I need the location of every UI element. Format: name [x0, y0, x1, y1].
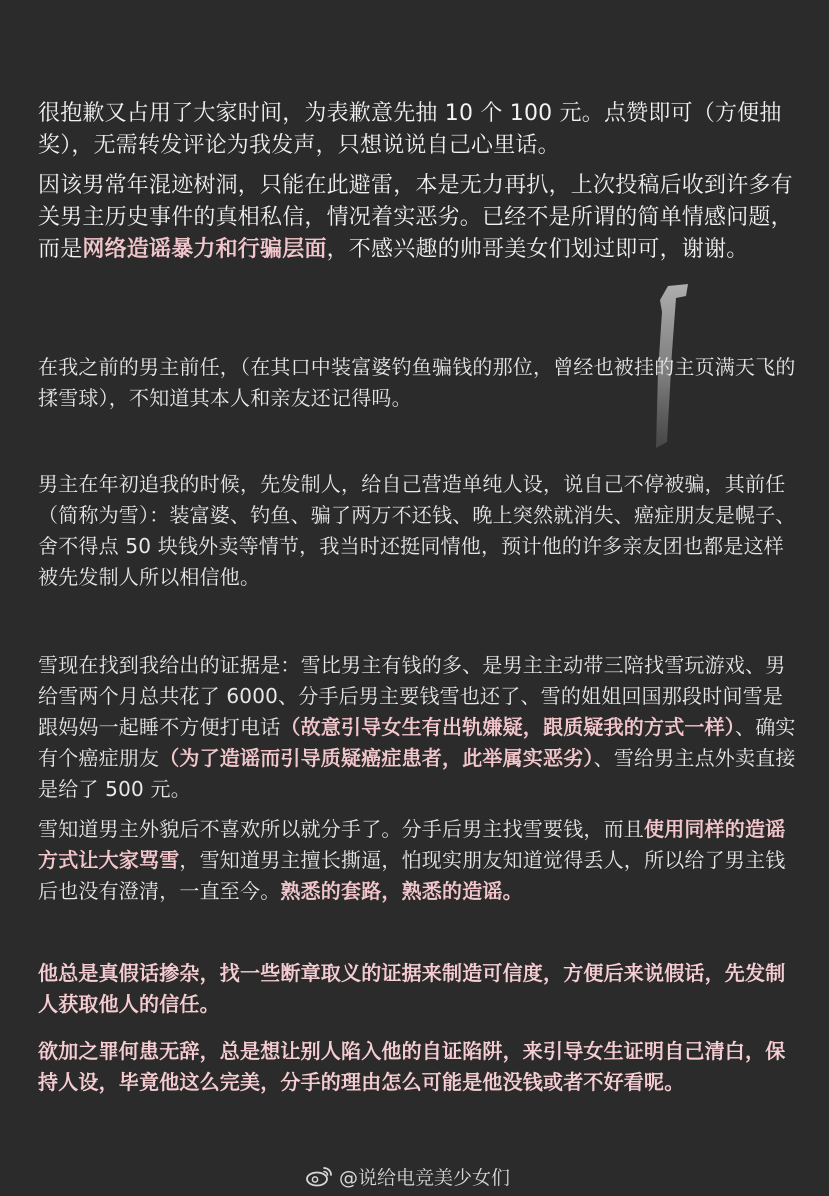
paragraph-background-text: 男主在年初追我的时候，先发制人，给自己营造单纯人设，说自己不停被骗，其前任（简称为雪）：装富婆、钓鱼、骗了两万不还钱、晚上突然就消失、癌症朋友是幌子、舍不得点 50 块钱外卖等情节，我当时还挺同情他，预计他的许多亲友团也都是这样被先发制人所以相信他。	[38, 472, 796, 589]
paragraph-apology-text: 很抱歉又占用了大家时间，为表歉意先抽 10 个 100 元。点赞即可（方便抽奖），无需转发评论为我发声，只想说说自己心里话。	[38, 101, 782, 158]
paragraph-ex-mention-text: 在我之前的男主前任，（在其口中装富婆钓鱼骗钱的那位，曾经也被挂的主页满天飞的揉雪球），不知道其本人和亲友还记得吗。	[38, 355, 796, 410]
paragraph-evidence-highlight-2: （为了造谣而引导质疑癌症患者，此举属实恶劣）	[159, 746, 594, 770]
paragraph-breakup-highlight-1: 使用同样的造谣方式让大家骂雪	[38, 817, 786, 872]
paragraph-evidence-text-e: 、雪给男主点外卖直接是给了 500 元。	[38, 746, 796, 801]
paragraph-ex-mention	[38, 352, 798, 414]
paragraph-breakup-highlight-2: 熟悉的套路，熟悉的造谣。	[280, 879, 523, 903]
paragraph-conclusion	[38, 1036, 798, 1098]
paragraph-breakup-text-a: 雪知道男主外貌后不喜欢所以就分手了。分手后男主找雪要钱，而且	[38, 817, 644, 841]
paragraph-reason-highlight: 网络造谣暴力和行骗层面	[82, 237, 327, 262]
paragraph-evidence	[38, 650, 798, 805]
weibo-icon	[305, 1165, 333, 1187]
paragraph-evidence-text-c: 、确实有个癌症朋友	[38, 715, 796, 770]
watermark-text: @说给电竞美少女们	[339, 1166, 511, 1189]
paragraph-conclusion-text: 欲加之罪何患无辞，总是想让别人陷入他的自证陷阱，来引导女生证明自己清白，保持人设，毕竟他这么完美，分手的理由怎么可能是他没钱或者不好看呢。	[38, 1039, 786, 1094]
paragraph-background	[38, 469, 798, 593]
paragraph-pattern-text: 他总是真假话掺杂，找一些断章取义的证据来制造可信度，方便后来说假话，先发制人获取他人的信任。	[38, 961, 786, 1016]
paragraph-evidence-highlight-1: （故意引导女生有出轨嫌疑，跟质疑我的方式一样）	[280, 715, 736, 739]
paragraph-evidence-text-a: 雪现在找到我给出的证据是：雪比男主有钱的多、是男主主动带三陪找雪玩游戏、男给雪两个月总共花了 6000、分手后男主要钱雪也还了、雪的姐姐回国那段时间雪是跟妈妈一起睡不方便打电话	[38, 653, 786, 739]
paragraph-breakup-text-c: ，雪知道男主擅长撕逼，怕现实朋友知道觉得丢人，所以给了男主钱后也没有澄清，一直至今。	[38, 848, 786, 903]
paragraph-breakup	[38, 814, 798, 907]
paragraph-pattern	[38, 958, 798, 1020]
paragraph-apology	[38, 98, 798, 162]
paragraph-reason-text-c: ，不感兴趣的帅哥美女们划过即可，谢谢。	[326, 237, 749, 262]
watermark	[305, 1163, 510, 1189]
paragraph-reason	[38, 170, 798, 266]
paragraph-reason-text-a: 因该男常年混迹树洞，只能在此避雷，本是无力再扒，上次投稿后收到许多有关男主历史事件的真相私信，情况着实恶劣。已经不是所谓的简单情感问题，而是	[38, 173, 793, 262]
